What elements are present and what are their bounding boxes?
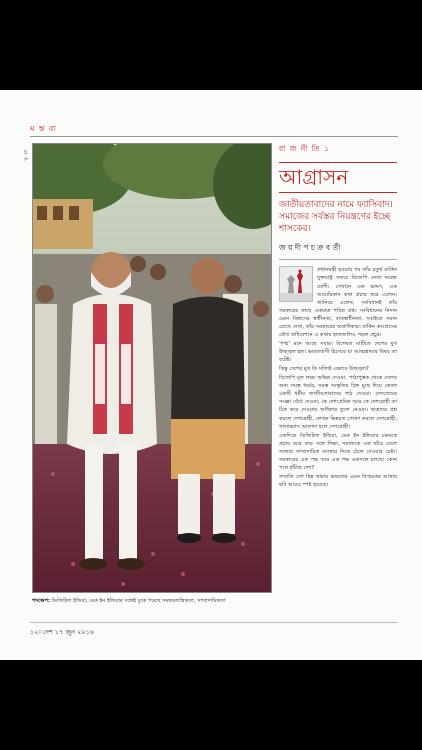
article-rubric: রা জ নী তি ১ <box>279 144 330 153</box>
article-paragraph: ‘শঙ্খ’ মনে আছে সবার। বিশেষত মাটিতে দেশের মুখ উজ্জ্বল হল। ভারতবাসী হিসেবে যা আত্মশ্লাঘার বিষয় তা বটেই। <box>279 340 397 364</box>
article-paragraph: বিজেপি মূল লক্ষ্য অভিন্ন দেওয়া, পাঠ্যপুস্তক থেকে দেশের অন্য সমস্ত ধর্মের, সমস্ত সংস্কৃতির চিহ্ন মুছে দিয়ে কেবল একটি ধর্মীয় জাতীয়তাবাদের পাঠ দেওয়া। দেশপ্রেমের সংজ্ঞা বেঁধে দেওয়া, কে দেশপ্রেমিক আর কে দেশদ্রোহী তা ঠিক করে দেওয়ার অধিকার তুলে নেওয়া। ছাত্রদের প্রশ্ন করলে দেশদ্রোহী, লেখক ভিন্নমত পোষণ করলে দেশদ্রোহী, খাদ্যাভ্যাস আলাদা হলে দেশদ্রোহী। <box>279 375 397 430</box>
footer-rule <box>30 622 398 623</box>
article-paragraph: প্রধানমন্ত্রী হওয়ার পর তাঁর চতুর্থ মার্কিন যুক্তরাষ্ট্র সফরে বিজেপি নেতা নরেন্দ্র মোদী। সেখানে এক ভাষণ, এক আমেরিকান কথা প্রচার করে এলেন। জানিয়ে এলেন, সংবিধানই তাঁর সরকারের কাছে একমাত্র পবিত্র গ্রন্থ। সংবিধানের নিদান মেনে বিশ্বাসের স্বাধীনতা, বাকস্বাধীনতা, সবাইকে সমান চোখে দেখা, তাঁর সরকারের অগ্রাধিকার। মার্কিন কংগ্রেসের যৌথ অধিবেশনে এ কথায় হাততালিও পড়ল প্রচুর। <box>279 267 397 338</box>
article-paragraph: একদিকে ডিজিটাল ইন্ডিয়া, মেক ইন ইন্ডিয়ার চকমকে প্রচার আর তার সঙ্গে শিক্ষা, সমাজকে এক ছাঁচে ঢেলে সাজার সাম্প্রদায়িক ব্যবস্থার দিকে ঠেলে দেওয়ার চেষ্টা। সরকারের এক পক্ষ আর এক পক্ষ একসঙ্গে চলছে। কোন পথে হাঁটছে দেশ? <box>279 432 397 471</box>
page-folio: ১২। দেশ ১৭ জুন ২০১৬ <box>30 628 94 636</box>
photo-caption <box>32 598 272 605</box>
side-note: রা. ই. <box>22 150 28 162</box>
article-column <box>279 144 397 490</box>
lead-photo-illustration <box>33 144 271 592</box>
magazine-page <box>0 90 422 660</box>
article-paragraph: সম্প্রতি দেশ ছিন্ন থামায় ভারতের এমন বিস্ময়কর আস্থার ছবি আরও স্পষ্ট হয়েছে। <box>279 473 397 489</box>
chess-pieces-image <box>279 266 313 302</box>
header-rule <box>30 136 398 137</box>
article-byline: জ য় দী প চ ক্র ব র্তী <box>279 243 397 260</box>
caption-text: ডিজিটাল ইন্ডিয়া, মেক ইন ইন্ডিয়ার সঙ্গেই ঢুকে পড়ছে সমন্বয়তান্ত্রিকতা, সাম্প্রদায়িকতা <box>51 598 226 604</box>
article-standfirst: জাতীয়তাবাদের নামে ফ্যাসিবাদ। সমাজের সর্বস্তর নিয়ন্ত্রণের ইচ্ছে শাসকের। <box>279 200 393 235</box>
article-body <box>279 266 397 489</box>
caption-lead: পদক্ষেপ: <box>32 598 51 604</box>
article-paragraph: কিন্তু দেশের মুখ কি সত্যিই এভাবে উজ্জ্বল? <box>279 366 369 373</box>
article-headline: আগ্রাসন <box>279 162 397 193</box>
lead-photo <box>32 143 272 593</box>
section-label: ম ন্ত ব্য <box>30 124 57 133</box>
